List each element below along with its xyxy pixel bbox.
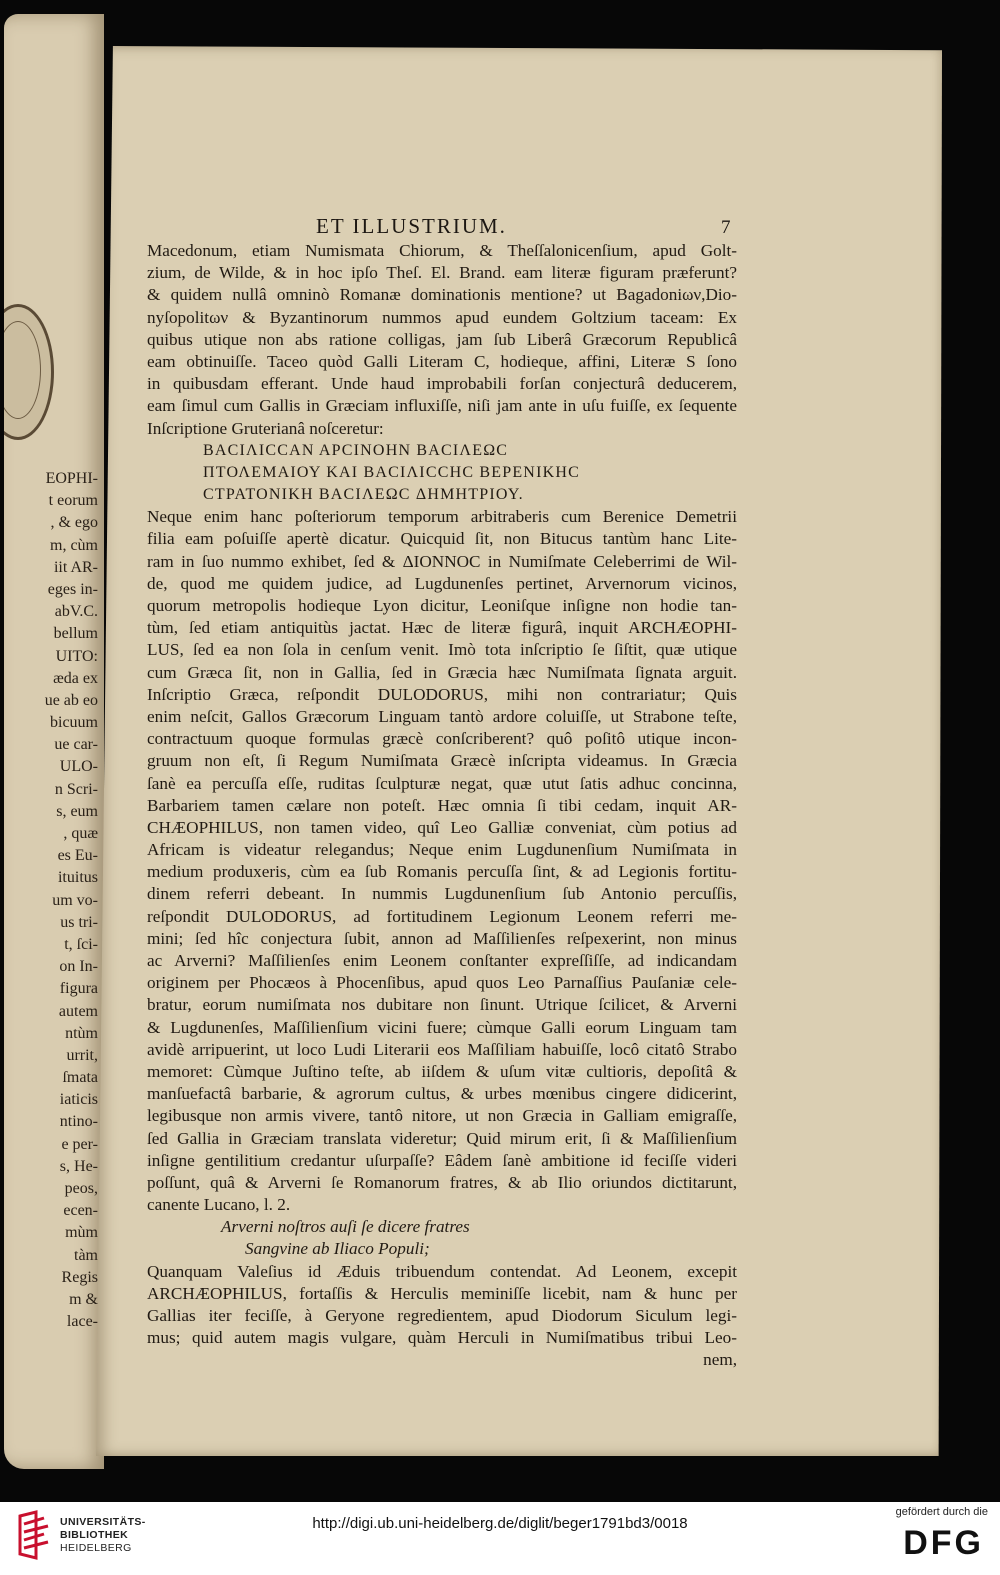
text-line: ac Arverni? Maſſilienſes enim Leonem conſtanter expreſſiſſe, ad indicandam <box>147 951 737 970</box>
left-page-fragment: t, ſci- <box>64 935 98 953</box>
text-line: reſpondit DULODORUS, ad fortitudinem Legionum Leonem referri me- <box>147 906 737 926</box>
text-line: originem per Phocæos à Phocenſibus, apud quos Leo Parnaſſius Pauſaniæ cele- <box>147 973 737 993</box>
paragraph-block-1 <box>147 240 737 440</box>
left-page-fragment: ue car- <box>54 736 98 754</box>
left-page-fragment: m & <box>69 1290 98 1308</box>
text-line: mus; quid autem magis vulgare, quàm Herculi in Numiſmatibus tribui Leo- <box>147 1328 737 1348</box>
text-line: & Lugdunenſes, Maſſilienſium vicini fuere; cùmque Galli eorum Linguam tam <box>147 1017 737 1037</box>
left-page-fragment: ULO- <box>59 758 98 776</box>
left-page-fragment: ntino- <box>59 1113 98 1131</box>
text-line: legibusque non armis vivere, tantô nitore, ut non Græcia in Galliam emigraſſe, <box>147 1106 737 1126</box>
text-line: avidè arripuerint, ut loco Ludi Literarii eos Maſſiliam habuiſſe, locô citatô Strabo <box>147 1039 737 1059</box>
left-page-fragment: ſmata <box>62 1069 98 1087</box>
left-page-fragment: iit AR- <box>53 558 98 576</box>
text-line: Barbariem tamen cælare non poteſt. Hæc omnia ſi tibi cedam, inquit AR- <box>147 795 737 815</box>
library-stamp <box>4 304 54 440</box>
left-page-fragment: ituitus <box>57 869 98 887</box>
text-line: enim neſcit, Gallos Græcorum Linguam tantò ardore coluiſſe, ut Strabone teſte, <box>147 706 737 726</box>
text-line: ram in ſuo nummo exhibet, ſed & ΔΙΟΝΝΟC in Numiſmate Celeberrimi de Wil- <box>147 551 737 571</box>
left-page-fragment: tàm <box>74 1246 98 1264</box>
text-line: Africam is videatur relegandus; Neque enim Lugdunenſium Numiſmata in <box>147 840 737 860</box>
text-line: canente Lucano, l. 2. <box>147 1195 291 1215</box>
text-line: Quanquam Valeſius id Æduis tribuendum contendat. Ad Leonem, excepit <box>147 1261 737 1281</box>
text-line: contractuum quoque formulas græcè conſcriberent? quô poſitô utique incon- <box>147 729 737 749</box>
text-line: gruum non eſt, ſi Regum Numiſmata Græcè inſcripta videamus. In Græcia <box>147 751 737 771</box>
verse-line: Arverni noſtros auſi ſe dicere fratres <box>221 1217 470 1237</box>
paragraph-block-2 <box>147 506 737 1216</box>
left-page-fragment: Regis <box>61 1268 98 1286</box>
text-line: inſigne gentilitium credantur uſurpaſſe? Eâdem ſanè ambitione id feciſſe videri <box>147 1150 737 1170</box>
left-page-fragment: s, eum <box>56 802 98 820</box>
text-line: cum Græca ſit, non in Gallia, ſed in Græcia hæc Numiſmata ſignata arguit. <box>147 662 737 682</box>
text-line: nyſopolitων & Byzantinorum nummos apud eundem Goltzium taceam: Ex <box>147 307 737 327</box>
left-page-fragment: on In- <box>59 958 98 976</box>
left-page-fragment: figura <box>59 980 98 998</box>
text-line: Inſcriptio Græca, reſpondit DULODORUS, mihi non contrariatur; Quis <box>147 684 737 704</box>
institution-name: UNIVERSITÄTS- BIBLIOTHEK HEIDELBERG <box>60 1516 146 1554</box>
left-page-fragment: m, cùm <box>50 536 98 554</box>
text-line: poſſunt, quâ & Arverni ſe Romanorum fratres, & ab Ilio oriundos dictitarunt, <box>147 1172 737 1192</box>
text-line: medium produxeris, cùm ea ſub Romanis percuſſa ſint, & ad Legionis fortitu- <box>147 862 737 882</box>
text-line: ſanè ea percuſſa eſſe, ruditas ſculpturæ negat, quæ utut ſatis adhuc concinna, <box>147 773 737 793</box>
text-line: bratur, eorum numiſmata nos dubitare non ſinunt. Utrique ſcilicet, & Arverni <box>147 995 737 1015</box>
text-line: de, quod me quidem judice, ad Lugdunenſes pertinet, Arvernorum vicinos, <box>147 573 737 593</box>
left-page-text <box>6 468 102 1333</box>
text-line: in quibusdam efferant. Unde haud improbabili forſan conjecturâ deducerem, <box>147 374 737 394</box>
text-line: ΠΤΟΛΕΜΑΙΟΥ ΚΑΙ ΒΑCΙΛΙCCΗC ΒΕΡΕΝΙΚΗC <box>203 463 580 481</box>
text-line: eam ſimul cum Gallis in Græciam influxiſſe, niſi jam ante in uſu fuiſſe, ex ſequente <box>147 396 737 416</box>
paragraph-block-3 <box>147 1261 737 1350</box>
dfg-logo[interactable]: DFG <box>903 1524 984 1562</box>
verse-quotation <box>147 1216 737 1260</box>
left-page-fragment: urrit, <box>66 1046 98 1064</box>
left-page-fragment: ue ab eo <box>44 691 98 709</box>
text-line: Macedonum, etiam Numismata Chiorum, & Theſſalonicenſium, apud Golt- <box>147 241 737 260</box>
text-line: CHÆOPHILUS, non tamen video, quî Leo Galliæ conveniat, cùm potius ad <box>147 817 737 837</box>
left-page-fragment: EOPHI- <box>45 470 98 487</box>
funding-note: gefördert durch die <box>895 1506 988 1518</box>
text-line: Inſcriptione Gruterianâ noſceretur: <box>147 418 384 438</box>
left-page-fragment: bellum <box>53 625 98 643</box>
left-page-fragment: lace- <box>66 1313 98 1331</box>
left-page-fragment: n Scri- <box>54 780 98 798</box>
page-number: 7 <box>721 217 731 238</box>
left-page-fragment: UITO: <box>55 647 98 665</box>
left-page-fragment: bicuum <box>50 714 98 732</box>
left-page-fragment: um vo- <box>52 891 98 909</box>
text-line: mini; ſed hîc conjectura ſubit, annon ad Maſſilienſes reſpexerint, non minus <box>147 928 737 948</box>
left-page-fragment: mùm <box>65 1224 98 1242</box>
running-head: ET ILLUSTRIUM. <box>316 214 507 238</box>
viewer-footer <box>0 1502 1000 1575</box>
left-page-fragment: s, He- <box>59 1157 98 1175</box>
left-page-fragment: , quæ <box>63 825 98 842</box>
text-line: quorum metropolis hodieque Lyon dicitur, Leoniſque inſigne non hodie tan- <box>147 596 737 615</box>
text-line: dinem referri debeant. In nummis Lugdunenſium ſub Antonio percuſſis, <box>147 884 737 904</box>
left-page-fragment: autem <box>58 1002 98 1020</box>
text-line: tùm, ſed etiam antiquitùs jactat. Hæc de literæ figurâ, inquit ARCHÆOPHI- <box>147 618 737 638</box>
left-page-fragment: t eorum <box>48 492 98 510</box>
left-page-fragment: æda ex <box>53 669 98 687</box>
left-page-fragment: us tri- <box>60 913 98 931</box>
left-page-fragment: ntùm <box>65 1024 98 1042</box>
text-line: LUS, ſed ea non ſola in cenſum venit. Imò tota inſcriptio ſe ſiſtit, quæ utique <box>147 640 737 660</box>
catchword: nem, <box>703 1350 737 1370</box>
permalink-url[interactable]: http://digi.ub.uni-heidelberg.de/diglit/beger1791bd3/0018 <box>312 1515 688 1532</box>
greek-inscription <box>147 440 737 507</box>
text-line: Neque enim hanc poſteriorum temporum arbitraberis cum Berenice Demetrii <box>147 507 737 527</box>
left-page-edge <box>4 14 104 1469</box>
text-line: memoret: Cùmque Juſtino teſte, ab iiſdem & uſum vitæ cultioris, depoſitâ & <box>147 1061 737 1081</box>
left-page-fragment: eges in- <box>47 580 98 598</box>
text-line: Gallias iter feciſſe, à Geryone regredientem, apud Diodorum Siculum legi- <box>147 1306 737 1325</box>
left-page-fragment: e per- <box>61 1135 98 1153</box>
body-text <box>147 240 737 1372</box>
verse-line: Sangvine ab Iliaco Populi; <box>245 1239 430 1259</box>
text-line: ARCHÆOPHILUS, fortaſſis & Herculis meminiſſe licebit, nam & hunc per <box>147 1283 737 1303</box>
text-line: zium, de Wilde, & in hoc ipſo Theſ. El. Brand. eam literæ figuram præferunt? <box>147 263 737 283</box>
text-line: manſuefactâ barbarie, & agrorum cultus, & urbes mœnibus cingere didicerint, <box>147 1084 737 1104</box>
left-page-fragment: iaticis <box>59 1091 98 1109</box>
left-page-fragment: ecen- <box>63 1202 98 1220</box>
left-page-fragment: es Eu- <box>57 847 98 865</box>
text-line: ſed Gallia in Græciam translata videretur; Quid mirum erit, ſi & Maſſilienſium <box>147 1128 737 1148</box>
text-line: quibus utique non abs ratione colligas, jam ſub Liberâ Græcorum Republicâ <box>147 329 737 349</box>
text-line: & quidem nullâ omninò Romanæ dominationis mentione? ut Bagadoniων,Dio- <box>147 285 737 305</box>
left-page-fragment: peos, <box>64 1180 98 1197</box>
text-line: eam obtinuiſſe. Taceo quòd Galli Literam C, hodieque, affini, Literæ S ſono <box>147 351 737 371</box>
text-line: CΤΡΑΤΟΝΙΚΗ ΒΑCΙΛΕΩC ΔΗΜΗΤΡΙΟΥ. <box>203 486 524 504</box>
left-page-fragment: abV.C. <box>54 603 98 621</box>
text-line: filia eam poſuiſſe apertè dicatur. Quicquid ſit, non Bitucus tantùm hanc Lite- <box>147 529 737 549</box>
text-line: ΒΑCΙΛΙCCΑΝ ΑΡCΙΝΟΗΝ ΒΑCΙΛΕΩC <box>203 441 509 459</box>
left-page-fragment: , & ego <box>50 514 98 532</box>
